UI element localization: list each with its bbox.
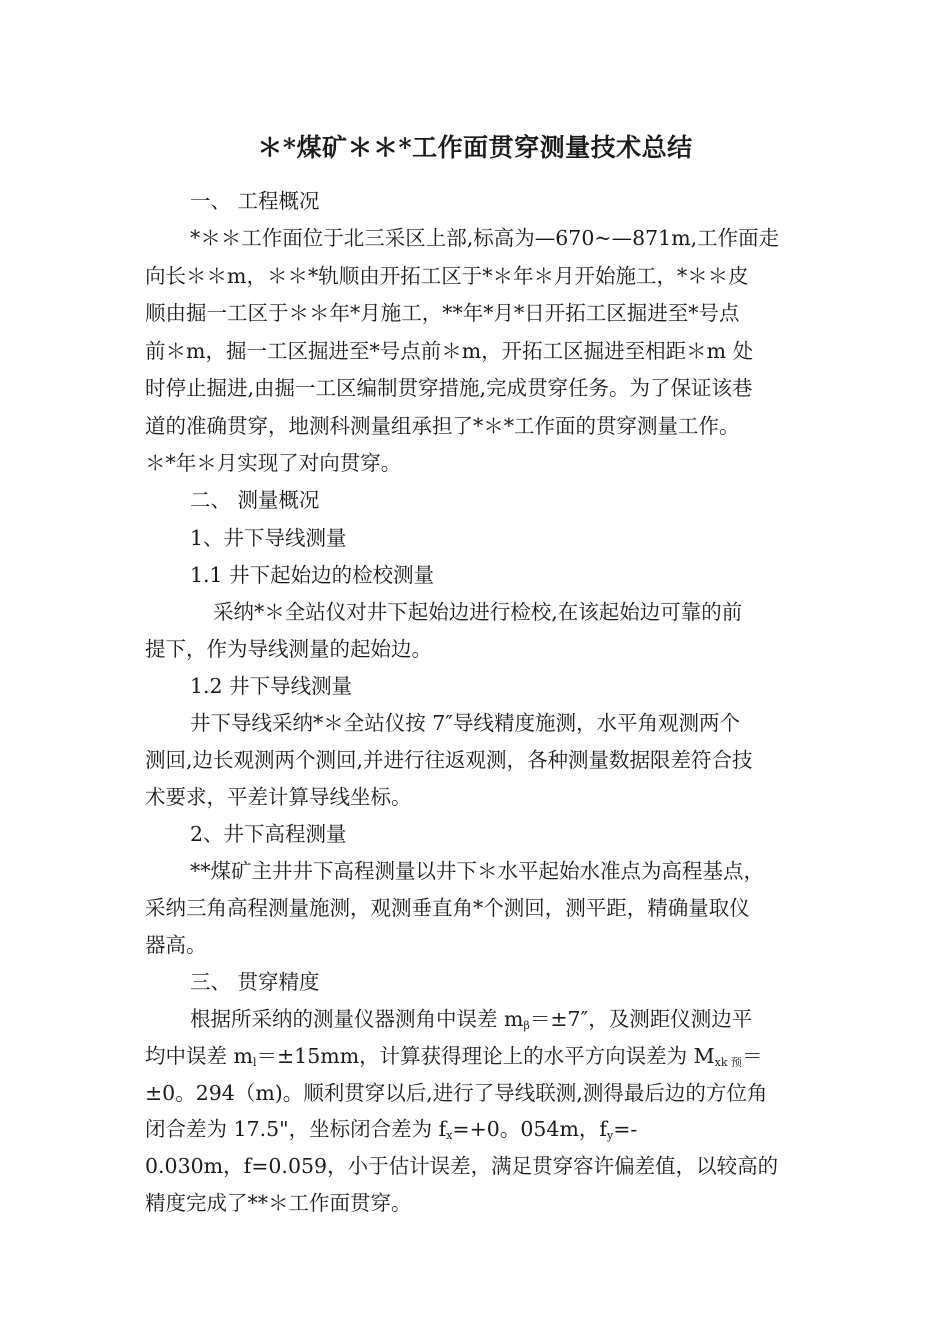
paragraph-line: *＊＊工作面位于北三采区上部,标高为—670~—871m,工作面走 [190, 226, 780, 250]
paragraph-line: 采纳*＊全站仪对井下起始边进行检校,在该起始边可靠的前 [213, 600, 743, 624]
paragraph-line [190, 1004, 752, 1034]
subsection-heading: 1、井下导线测量 [190, 526, 347, 550]
text-run: ＝ [742, 1044, 763, 1068]
paragraph-line: 道的准确贯穿，地测科测量组承担了*＊*工作面的贯穿测量工作。 [145, 414, 740, 438]
paragraph-line: 时停止掘进,由掘一工区编制贯穿措施,完成贯穿任务。为了保证该巷 [145, 376, 753, 400]
text-run: 均中误差 m [145, 1044, 253, 1068]
paragraph-line: **煤矿主井井下高程测量以井下＊水平起始水准点为高程基点， [190, 859, 764, 883]
subscript: x [446, 1129, 453, 1142]
subsection-heading: 1.1 井下起始边的检校测量 [190, 563, 435, 587]
paragraph-line: 前＊m，掘一工区掘进至*号点前＊m，开拓工区掘进至相距＊m 处 [145, 339, 754, 363]
subscript: β [523, 1019, 530, 1032]
document-title: ＊*煤矿＊＊*工作面贯穿测量技术总结 [257, 133, 693, 162]
paragraph-line: ±0。294（m)。顺利贯穿以后,进行了导线联测,测得最后边的方位角 [145, 1081, 768, 1105]
paragraph-line [145, 1114, 637, 1144]
paragraph-line: 采纳三角高程测量施测，观测垂直角*个测回，测平距，精确量取仪 [145, 896, 750, 920]
paragraph-line: 精度完成了**＊工作面贯穿。 [145, 1191, 412, 1215]
text-run: ＝±7″，及测距仪测边平 [529, 1007, 753, 1031]
paragraph-line: 提下，作为导线测量的起始边。 [145, 637, 432, 661]
subscript: l [252, 1056, 257, 1069]
section-heading-precision: 三、 贯穿精度 [190, 970, 320, 994]
text-run: =+0。054m，f [452, 1117, 607, 1141]
paragraph-line: 顺由掘一工区于＊＊年*月施工，**年*月*日开拓工区掘进至*号点 [145, 301, 740, 325]
text-run: =- [613, 1117, 638, 1141]
section-heading-survey: 二、 测量概况 [190, 488, 320, 512]
text-run: ＝±15mm，计算获得理论上的水平方向误差为 M [256, 1044, 715, 1068]
text-run: 闭合差为 17.5"，坐标闭合差为 f [145, 1117, 447, 1141]
subsection-heading: 2、井下高程测量 [190, 822, 347, 846]
section-heading-overview: 一、 工程概况 [190, 189, 320, 213]
paragraph-line: 器高。 [145, 933, 207, 957]
subscript: xk 预 [714, 1056, 743, 1069]
paragraph-line [145, 1041, 763, 1071]
paragraph-line: 井下导线采纳*＊全站仪按 7″导线精度施测，水平角观测两个 [190, 711, 740, 735]
paragraph-line: 测回,边长观测两个测回,并进行往返观测，各种测量数据限差符合技 [145, 748, 753, 772]
text-run: 根据所采纳的测量仪器测角中误差 m [190, 1007, 524, 1031]
paragraph-line: ＊*年＊月实现了对向贯穿。 [145, 451, 402, 475]
subscript: y [606, 1129, 614, 1142]
paragraph-line: 0.030m，f=0.059，小于估计误差，满足贯穿容许偏差值，以较高的 [145, 1154, 779, 1178]
subsection-heading: 1.2 井下导线测量 [190, 674, 353, 698]
paragraph-line: 术要求，平差计算导线坐标。 [145, 785, 412, 809]
paragraph-line: 向长＊＊m，＊＊*轨顺由开拓工区于*＊年＊月开始施工，*＊＊皮 [145, 264, 749, 288]
